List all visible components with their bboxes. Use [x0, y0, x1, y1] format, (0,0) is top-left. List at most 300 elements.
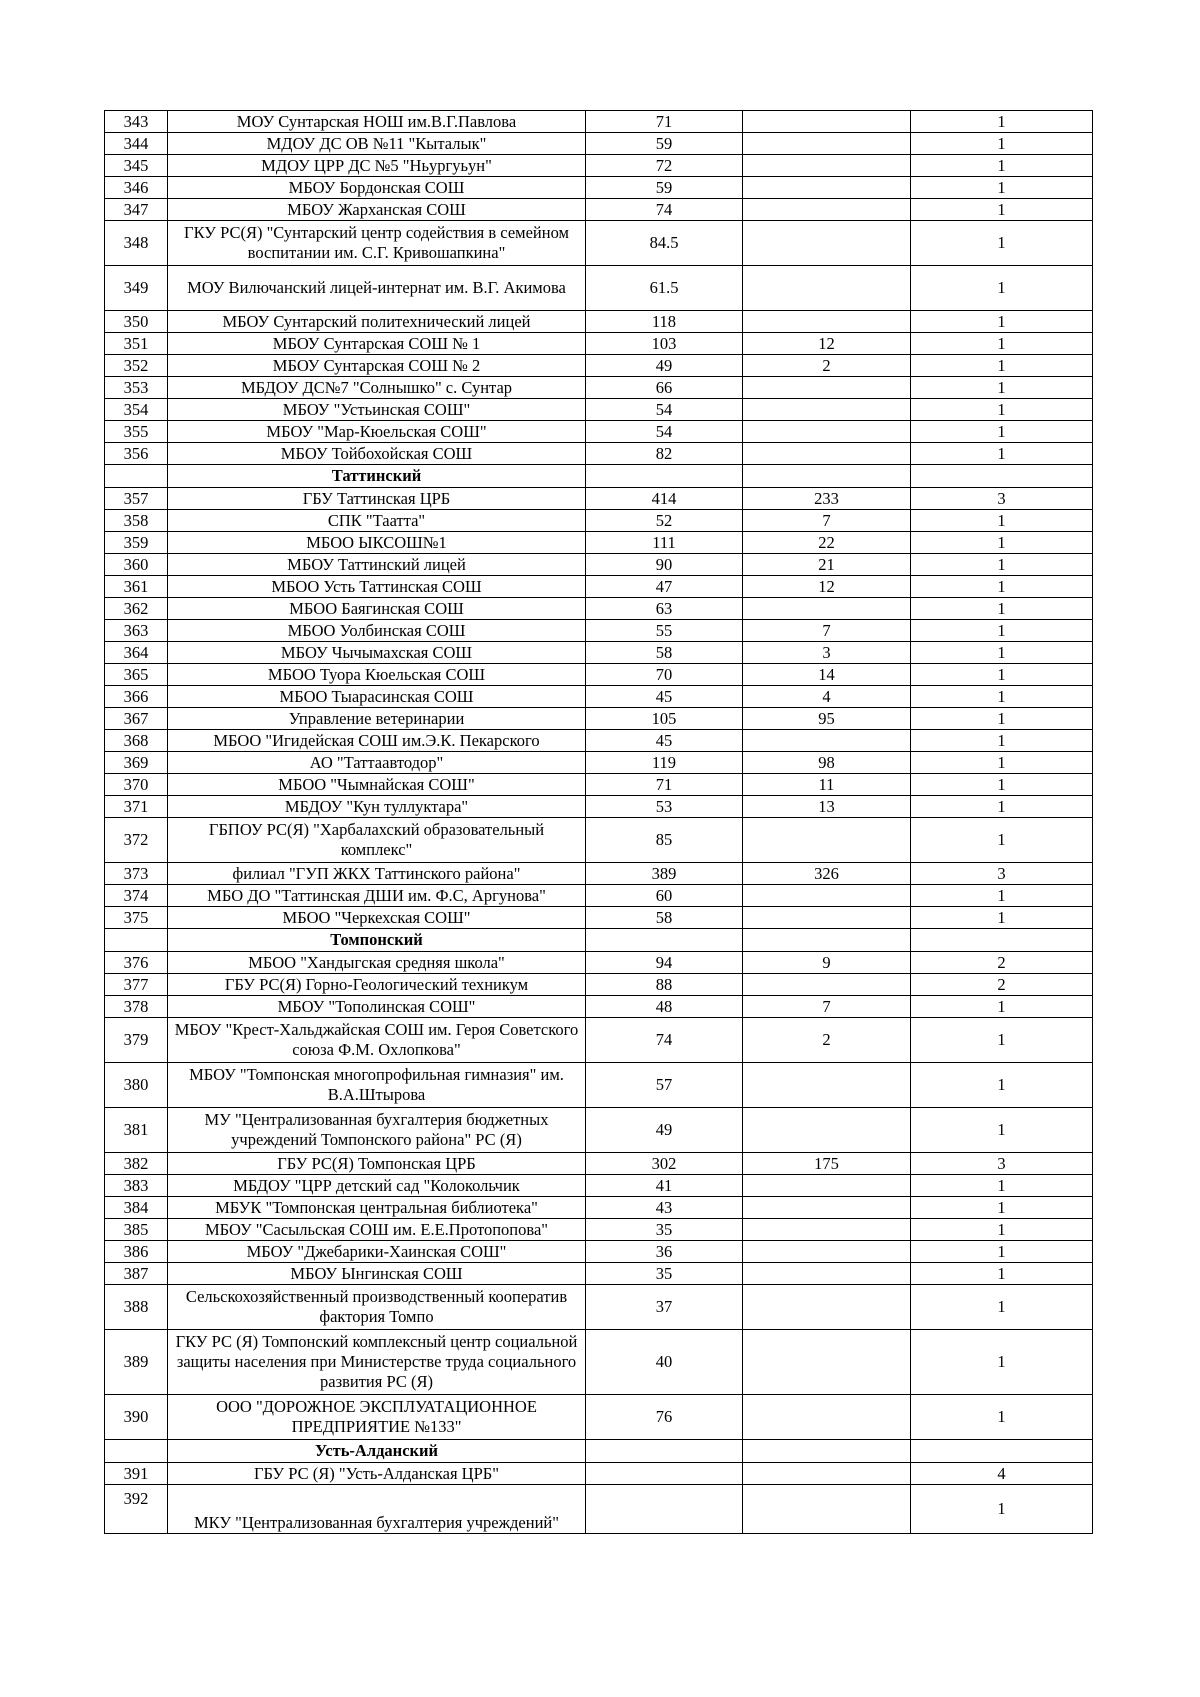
value-col-1: 49 — [586, 355, 743, 377]
value-col-3: 1 — [911, 399, 1093, 421]
table-row — [105, 1197, 1093, 1219]
organization-name: МКУ "Централизованная бухгалтерия учреждений" — [168, 1485, 586, 1534]
row-number: 374 — [105, 885, 168, 907]
value-col-2 — [743, 1063, 911, 1108]
table-row — [105, 111, 1093, 133]
table-row — [105, 730, 1093, 752]
value-col-2 — [743, 730, 911, 752]
value-col-2: 175 — [743, 1153, 911, 1175]
table-row — [105, 752, 1093, 774]
row-number: 344 — [105, 133, 168, 155]
value-col-3: 1 — [911, 1241, 1093, 1263]
organization-name: МБОУ "Джебарики-Хаинская СОШ" — [168, 1241, 586, 1263]
value-col-3: 1 — [911, 996, 1093, 1018]
value-col-3: 1 — [911, 1175, 1093, 1197]
organization-name: Управление ветеринарии — [168, 708, 586, 730]
row-number: 347 — [105, 199, 168, 221]
row-number: 387 — [105, 1263, 168, 1285]
value-col-2 — [743, 311, 911, 333]
organization-name: ГКУ РС(Я) "Сунтарский центр содействия в семейном воспитании им. С.Г. Кривошапкина" — [168, 221, 586, 266]
organization-name: ГБУ РС(Я) Томпонская ЦРБ — [168, 1153, 586, 1175]
table-row — [105, 885, 1093, 907]
organization-name: МБОО Уолбинская СОШ — [168, 620, 586, 642]
row-number: 378 — [105, 996, 168, 1018]
value-col-1: 49 — [586, 1108, 743, 1153]
value-col-3: 1 — [911, 1330, 1093, 1395]
organization-name: МОУ Сунтарская НОШ им.В.Г.Павлова — [168, 111, 586, 133]
value-col-3: 1 — [911, 620, 1093, 642]
organization-name: МБОО Усть Таттинская СОШ — [168, 576, 586, 598]
organization-name: МБУК "Томпонская центральная библиотека" — [168, 1197, 586, 1219]
value-col-2: 14 — [743, 664, 911, 686]
table-row — [105, 863, 1093, 885]
document-page — [104, 110, 1092, 1534]
row-number: 376 — [105, 952, 168, 974]
empty-cell — [911, 465, 1093, 488]
table-row — [105, 1241, 1093, 1263]
table-row — [105, 1285, 1093, 1330]
table-row — [105, 576, 1093, 598]
value-col-1: 54 — [586, 399, 743, 421]
value-col-1: 45 — [586, 686, 743, 708]
table-row — [105, 133, 1093, 155]
row-number: 392 — [105, 1485, 168, 1534]
value-col-2: 4 — [743, 686, 911, 708]
table-row — [105, 510, 1093, 532]
organization-name: МБОО "Игидейская СОШ им.Э.К. Пекарского — [168, 730, 586, 752]
organization-name: МБОУ Сунтарская СОШ № 1 — [168, 333, 586, 355]
empty-cell — [743, 465, 911, 488]
table-row — [105, 620, 1093, 642]
value-col-3: 1 — [911, 664, 1093, 686]
table-row — [105, 199, 1093, 221]
value-col-1 — [586, 1485, 743, 1534]
value-col-3: 1 — [911, 532, 1093, 554]
value-col-2 — [743, 907, 911, 929]
organization-name: СПК "Таатта" — [168, 510, 586, 532]
value-col-2: 12 — [743, 333, 911, 355]
table-row — [105, 1063, 1093, 1108]
value-col-2 — [743, 818, 911, 863]
value-col-3: 1 — [911, 266, 1093, 311]
empty-cell — [586, 929, 743, 952]
table-row — [105, 1330, 1093, 1395]
table-row — [105, 818, 1093, 863]
row-number: 349 — [105, 266, 168, 311]
value-col-2 — [743, 177, 911, 199]
value-col-1: 302 — [586, 1153, 743, 1175]
value-col-3: 1 — [911, 421, 1093, 443]
organization-name: МБОО "Чымнайская СОШ" — [168, 774, 586, 796]
row-number: 375 — [105, 907, 168, 929]
value-col-2: 13 — [743, 796, 911, 818]
value-col-1: 35 — [586, 1263, 743, 1285]
value-col-1: 57 — [586, 1063, 743, 1108]
value-col-2 — [743, 1485, 911, 1534]
value-col-2 — [743, 133, 911, 155]
value-col-1: 41 — [586, 1175, 743, 1197]
value-col-1: 54 — [586, 421, 743, 443]
value-col-1: 55 — [586, 620, 743, 642]
value-col-1: 414 — [586, 488, 743, 510]
value-col-1: 58 — [586, 642, 743, 664]
value-col-2 — [743, 421, 911, 443]
row-number: 363 — [105, 620, 168, 642]
value-col-3: 1 — [911, 1108, 1093, 1153]
value-col-2 — [743, 1108, 911, 1153]
section-header-row — [105, 465, 1093, 488]
table-row — [105, 796, 1093, 818]
value-col-3: 2 — [911, 952, 1093, 974]
value-col-2: 22 — [743, 532, 911, 554]
organization-name: МБОО Баягинская СОШ — [168, 598, 586, 620]
organization-name: МБДОУ "Кун туллуктара" — [168, 796, 586, 818]
value-col-2 — [743, 199, 911, 221]
row-number: 355 — [105, 421, 168, 443]
row-number: 365 — [105, 664, 168, 686]
value-col-1: 35 — [586, 1219, 743, 1241]
row-number: 379 — [105, 1018, 168, 1063]
value-col-1: 70 — [586, 664, 743, 686]
organization-name: МБОУ "Устьинская СОШ" — [168, 399, 586, 421]
value-col-2: 2 — [743, 355, 911, 377]
row-number: 368 — [105, 730, 168, 752]
value-col-3: 1 — [911, 333, 1093, 355]
value-col-3: 1 — [911, 155, 1093, 177]
table-row — [105, 355, 1093, 377]
organization-name: МБОУ Чычымахская СОШ — [168, 642, 586, 664]
value-col-2: 7 — [743, 620, 911, 642]
table-row — [105, 686, 1093, 708]
organization-name: МБДОУ ДС№7 "Солнышко" с. Сунтар — [168, 377, 586, 399]
value-col-3: 1 — [911, 355, 1093, 377]
row-number: 353 — [105, 377, 168, 399]
row-number: 362 — [105, 598, 168, 620]
value-col-3: 1 — [911, 510, 1093, 532]
value-col-3: 1 — [911, 1018, 1093, 1063]
section-header-row — [105, 1440, 1093, 1463]
value-col-2: 2 — [743, 1018, 911, 1063]
value-col-3: 1 — [911, 1285, 1093, 1330]
row-number: 360 — [105, 554, 168, 576]
row-number: 385 — [105, 1219, 168, 1241]
row-number: 381 — [105, 1108, 168, 1153]
organization-name: МБОУ "Мар-Кюельская СОШ" — [168, 421, 586, 443]
row-number: 352 — [105, 355, 168, 377]
organization-name: МБОУ Таттинский лицей — [168, 554, 586, 576]
value-col-3: 1 — [911, 1263, 1093, 1285]
organization-name: АО "Таттаавтодор" — [168, 752, 586, 774]
value-col-1: 84.5 — [586, 221, 743, 266]
table-row — [105, 774, 1093, 796]
row-number: 389 — [105, 1330, 168, 1395]
row-number: 361 — [105, 576, 168, 598]
value-col-3: 1 — [911, 885, 1093, 907]
empty-cell — [105, 929, 168, 952]
row-number: 370 — [105, 774, 168, 796]
value-col-2 — [743, 1263, 911, 1285]
table-row — [105, 1485, 1093, 1534]
row-number: 359 — [105, 532, 168, 554]
value-col-2 — [743, 1463, 911, 1485]
empty-cell — [911, 1440, 1093, 1463]
value-col-1: 105 — [586, 708, 743, 730]
table-row — [105, 1219, 1093, 1241]
value-col-3: 1 — [911, 1219, 1093, 1241]
value-col-2: 11 — [743, 774, 911, 796]
row-number: 371 — [105, 796, 168, 818]
value-col-2 — [743, 1330, 911, 1395]
organization-name: МДОУ ЦРР ДС №5 "Ньургуьун" — [168, 155, 586, 177]
organization-name: филиал "ГУП ЖКХ Таттинского района" — [168, 863, 586, 885]
value-col-2 — [743, 1197, 911, 1219]
table-row — [105, 177, 1093, 199]
table-row — [105, 1153, 1093, 1175]
value-col-1: 58 — [586, 907, 743, 929]
table-row — [105, 221, 1093, 266]
value-col-3: 1 — [911, 642, 1093, 664]
value-col-3: 1 — [911, 177, 1093, 199]
value-col-2 — [743, 399, 911, 421]
value-col-2: 3 — [743, 642, 911, 664]
value-col-2: 98 — [743, 752, 911, 774]
row-number: 346 — [105, 177, 168, 199]
table-row — [105, 996, 1093, 1018]
organization-name: МБОУ Бордонская СОШ — [168, 177, 586, 199]
table-row — [105, 1395, 1093, 1440]
row-number: 391 — [105, 1463, 168, 1485]
value-col-3: 2 — [911, 974, 1093, 996]
value-col-1: 59 — [586, 133, 743, 155]
value-col-3: 1 — [911, 730, 1093, 752]
table-row — [105, 974, 1093, 996]
value-col-2: 326 — [743, 863, 911, 885]
empty-cell — [911, 929, 1093, 952]
value-col-1: 94 — [586, 952, 743, 974]
empty-cell — [586, 465, 743, 488]
value-col-2: 12 — [743, 576, 911, 598]
value-col-1: 85 — [586, 818, 743, 863]
value-col-3: 1 — [911, 907, 1093, 929]
organization-name: МБДОУ "ЦРР детский сад "Колокольчик — [168, 1175, 586, 1197]
value-col-3: 1 — [911, 576, 1093, 598]
value-col-1: 82 — [586, 443, 743, 465]
value-col-3: 1 — [911, 708, 1093, 730]
table-row — [105, 1108, 1093, 1153]
value-col-1: 37 — [586, 1285, 743, 1330]
value-col-3: 1 — [911, 1485, 1093, 1534]
table-row — [105, 642, 1093, 664]
organizations-table — [104, 110, 1093, 1534]
organization-name: МБОО "Черкехская СОШ" — [168, 907, 586, 929]
organization-name: МБОУ Ынгинская СОШ — [168, 1263, 586, 1285]
value-col-1: 76 — [586, 1395, 743, 1440]
organization-name: МБОО Тыарасинская СОШ — [168, 686, 586, 708]
value-col-1: 40 — [586, 1330, 743, 1395]
value-col-3: 1 — [911, 554, 1093, 576]
table-row — [105, 1018, 1093, 1063]
organization-name: МБОУ "Крест-Хальджайская СОШ им. Героя Советского союза Ф.М. Охлопкова" — [168, 1018, 586, 1063]
empty-cell — [743, 929, 911, 952]
row-number: 373 — [105, 863, 168, 885]
value-col-2 — [743, 1395, 911, 1440]
table-row — [105, 311, 1093, 333]
organization-name: МОУ Вилючанский лицей-интернат им. В.Г. Акимова — [168, 266, 586, 311]
table-row — [105, 488, 1093, 510]
row-number: 345 — [105, 155, 168, 177]
organization-name: МБОУ Сунтарская СОШ № 2 — [168, 355, 586, 377]
value-col-3: 1 — [911, 199, 1093, 221]
organization-name: МБОУ Тойбохойская СОШ — [168, 443, 586, 465]
organization-name: МБОУ "Томпонская многопрофильная гимназия" им. В.А.Штырова — [168, 1063, 586, 1108]
table-row — [105, 421, 1093, 443]
value-col-1: 103 — [586, 333, 743, 355]
value-col-1: 59 — [586, 177, 743, 199]
row-number: 366 — [105, 686, 168, 708]
value-col-2: 7 — [743, 996, 911, 1018]
value-col-3: 1 — [911, 1395, 1093, 1440]
value-col-1: 74 — [586, 199, 743, 221]
table-row — [105, 598, 1093, 620]
section-title: Усть-Алданский — [168, 1440, 586, 1463]
value-col-3: 1 — [911, 1197, 1093, 1219]
row-number: 357 — [105, 488, 168, 510]
value-col-1: 47 — [586, 576, 743, 598]
value-col-1: 90 — [586, 554, 743, 576]
value-col-3: 1 — [911, 686, 1093, 708]
value-col-3: 3 — [911, 1153, 1093, 1175]
value-col-3: 1 — [911, 796, 1093, 818]
organization-name: МБО ДО "Таттинская ДШИ им. Ф.С, Аргунова" — [168, 885, 586, 907]
row-number: 348 — [105, 221, 168, 266]
table-row — [105, 554, 1093, 576]
organization-name: ГКУ РС (Я) Томпонский комплексный центр социальной защиты населения при Министерстве труда социального развития РС (Я) — [168, 1330, 586, 1395]
value-col-2 — [743, 221, 911, 266]
value-col-1: 53 — [586, 796, 743, 818]
row-number: 369 — [105, 752, 168, 774]
row-number: 358 — [105, 510, 168, 532]
value-col-1 — [586, 1463, 743, 1485]
organization-name: МБОУ Жарханская СОШ — [168, 199, 586, 221]
table-row — [105, 952, 1093, 974]
table-row — [105, 664, 1093, 686]
row-number: 388 — [105, 1285, 168, 1330]
row-number: 384 — [105, 1197, 168, 1219]
value-col-1: 48 — [586, 996, 743, 1018]
row-number: 356 — [105, 443, 168, 465]
value-col-3: 1 — [911, 311, 1093, 333]
table-row — [105, 1175, 1093, 1197]
empty-cell — [743, 1440, 911, 1463]
organization-name: МБОО ЫКСОШ№1 — [168, 532, 586, 554]
organization-name: ГБПОУ РС(Я) "Харбалахский образовательный комплекс" — [168, 818, 586, 863]
value-col-2 — [743, 111, 911, 133]
row-number: 386 — [105, 1241, 168, 1263]
value-col-2 — [743, 266, 911, 311]
value-col-3: 4 — [911, 1463, 1093, 1485]
row-number: 364 — [105, 642, 168, 664]
row-number: 382 — [105, 1153, 168, 1175]
row-number: 380 — [105, 1063, 168, 1108]
organization-name: МБОО "Хандыгская средняя школа" — [168, 952, 586, 974]
value-col-1: 45 — [586, 730, 743, 752]
value-col-3: 1 — [911, 133, 1093, 155]
value-col-1: 88 — [586, 974, 743, 996]
value-col-2: 7 — [743, 510, 911, 532]
organization-name: ГБУ РС (Я) "Усть-Алданская ЦРБ" — [168, 1463, 586, 1485]
row-number: 343 — [105, 111, 168, 133]
organization-name: ГБУ РС(Я) Горно-Геологический техникум — [168, 974, 586, 996]
value-col-2 — [743, 1241, 911, 1263]
value-col-2: 95 — [743, 708, 911, 730]
value-col-3: 1 — [911, 774, 1093, 796]
table-row — [105, 377, 1093, 399]
organization-name: МДОУ ДС ОВ №11 "Кыталык" — [168, 133, 586, 155]
empty-cell — [105, 465, 168, 488]
section-title: Таттинский — [168, 465, 586, 488]
table-row — [105, 333, 1093, 355]
table-row — [105, 1263, 1093, 1285]
table-row — [105, 155, 1093, 177]
value-col-2: 21 — [743, 554, 911, 576]
value-col-1: 74 — [586, 1018, 743, 1063]
organization-name: МБОУ "Сасыльская СОШ им. Е.Е.Протопопова" — [168, 1219, 586, 1241]
value-col-1: 52 — [586, 510, 743, 532]
value-col-3: 1 — [911, 598, 1093, 620]
value-col-2 — [743, 974, 911, 996]
value-col-2: 9 — [743, 952, 911, 974]
section-header-row — [105, 929, 1093, 952]
value-col-1: 43 — [586, 1197, 743, 1219]
organization-name: Сельскохозяйственный производственный кооператив фактория Томпо — [168, 1285, 586, 1330]
table-row — [105, 708, 1093, 730]
value-col-2 — [743, 1285, 911, 1330]
value-col-2 — [743, 1219, 911, 1241]
value-col-1: 63 — [586, 598, 743, 620]
value-col-3: 3 — [911, 488, 1093, 510]
value-col-1: 119 — [586, 752, 743, 774]
value-col-3: 3 — [911, 863, 1093, 885]
table-row — [105, 532, 1093, 554]
value-col-1: 389 — [586, 863, 743, 885]
table-body — [105, 111, 1093, 1534]
value-col-1: 111 — [586, 532, 743, 554]
row-number: 354 — [105, 399, 168, 421]
value-col-2 — [743, 443, 911, 465]
row-number: 351 — [105, 333, 168, 355]
table-row — [105, 443, 1093, 465]
row-number: 372 — [105, 818, 168, 863]
empty-cell — [105, 1440, 168, 1463]
value-col-2 — [743, 155, 911, 177]
value-col-1: 71 — [586, 774, 743, 796]
empty-cell — [586, 1440, 743, 1463]
value-col-3: 1 — [911, 221, 1093, 266]
value-col-2 — [743, 885, 911, 907]
value-col-2 — [743, 598, 911, 620]
table-row — [105, 399, 1093, 421]
row-number: 367 — [105, 708, 168, 730]
value-col-1: 36 — [586, 1241, 743, 1263]
organization-name: МБОО Туора Кюельская СОШ — [168, 664, 586, 686]
row-number: 350 — [105, 311, 168, 333]
value-col-3: 1 — [911, 111, 1093, 133]
organization-name: ООО "ДОРОЖНОЕ ЭКСПЛУАТАЦИОННОЕ ПРЕДПРИЯТИЕ №133" — [168, 1395, 586, 1440]
value-col-1: 61.5 — [586, 266, 743, 311]
row-number: 383 — [105, 1175, 168, 1197]
value-col-1: 118 — [586, 311, 743, 333]
value-col-2: 233 — [743, 488, 911, 510]
